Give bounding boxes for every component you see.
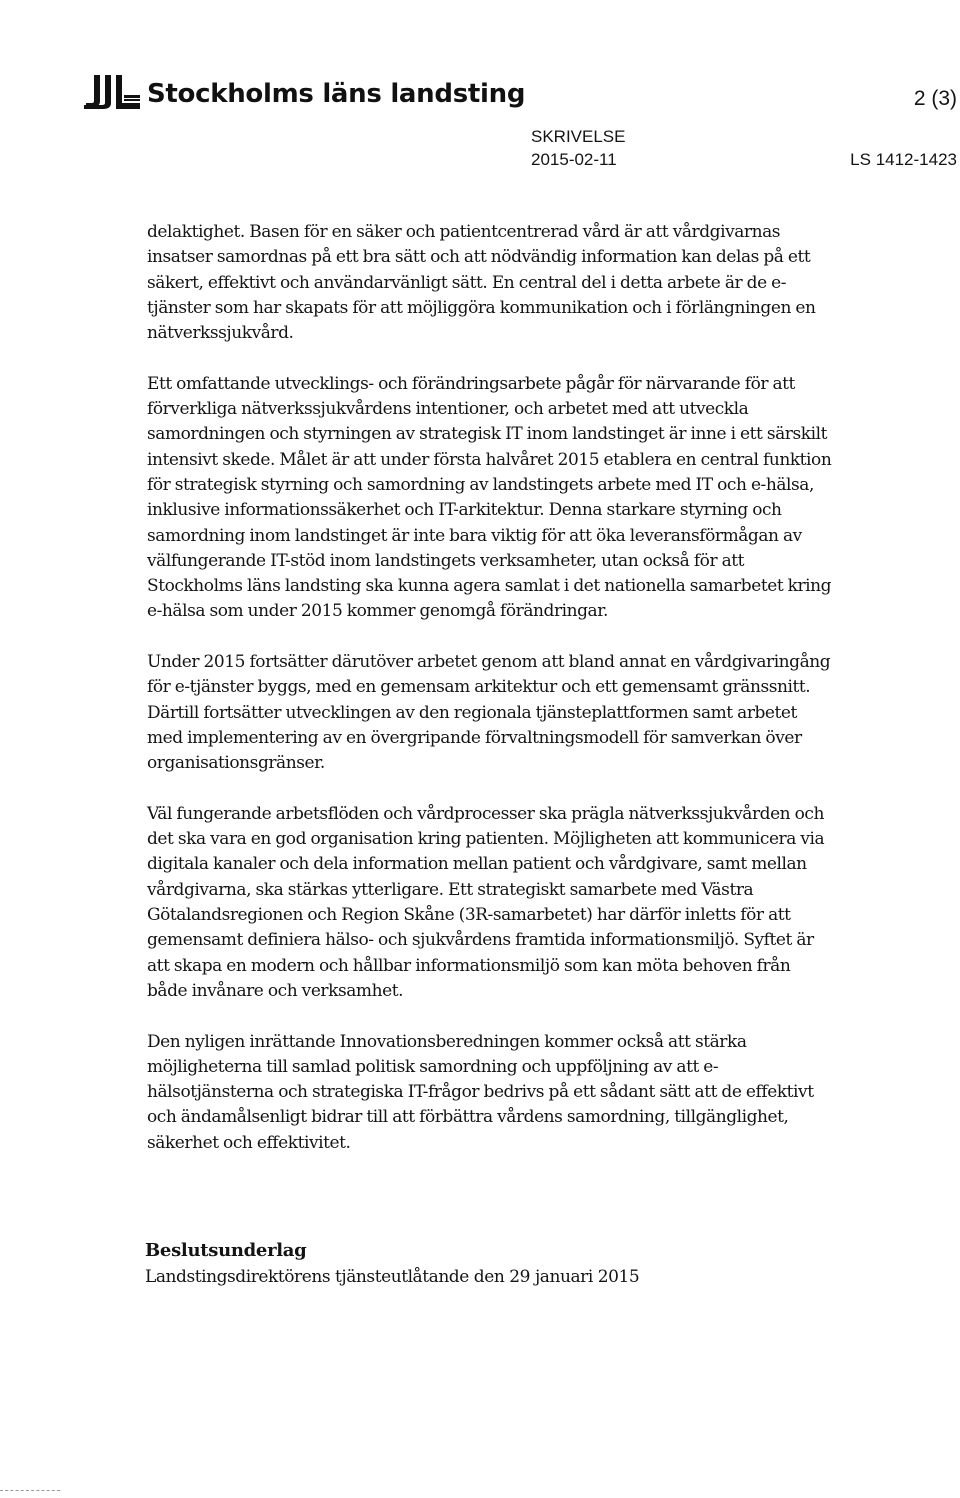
document-date: 2015-02-11 — [531, 150, 617, 169]
decision-basis-text: Landstingsdirektörens tjänsteutlåtande den 29 januari 2015 — [145, 1267, 640, 1287]
document-type: SKRIVELSE — [531, 127, 626, 146]
paragraph: Den nyligen inrättande Innovationsberedningen kommer också att stärka möjligheterna till samlad politisk samordning och uppföljning av att e-hälsotjänsterna och strategiska IT-frågor bedrivs på ett sådant sätt att de effektivt och ändamålsenligt bidrar till att förbättra vårdens samordning, tillgänglighet, säkerhet och effektivitet. — [147, 1031, 814, 1153]
org-logo — [84, 74, 142, 110]
paragraph: Under 2015 fortsätter därutöver arbetet genom att bland annat en vårdgivaringång för e-tjänster byggs, med en gemensam arkitektur och ett gemensamt gränssnitt. Därtill fortsätter utvecklingen av den regionala tjänsteplattformen samt arbetet med implementering av en övergripande förvaltningsmodell för samverkan över organisationsgränser. — [147, 652, 831, 774]
section-heading: Beslutsunderlag — [145, 1240, 307, 1261]
document-reference: LS 1412-1423 — [850, 150, 957, 169]
footer-rule — [0, 1490, 60, 1491]
body-text — [147, 220, 832, 1181]
page-number: 2 (3) — [913, 87, 957, 110]
paragraph: delaktighet. Basen för en säker och patientcentrerad vård är att vårdgivarnas insatser samordnas på ett bra sätt och att nödvändig information kan delas på ett säkert, effektivt och användarvänligt sätt. En central del i detta arbete är de e-tjänster som har skapats för att möjliggöra kommunikation och i förlängningen en nätverkssjukvård. — [147, 222, 816, 344]
paragraph: Väl fungerande arbetsflöden och vårdprocesser ska prägla nätverkssjukvården och det ska vara en god organisation kring patienten. Möjligheten att kommunicera via digitala kanaler och dela information mellan patient och vårdgivare, samt mellan vårdgivarna, ska stärkas ytterligare. Ett strategiskt samarbete med Västra Götalandsregionen och Region Skåne (3R-samarbetet) har därför inletts för att gemensamt definiera hälso- och sjukvårdens framtida informationsmiljö. Syftet är att skapa en modern och hållbar informationsmiljö som kan möta behoven från både invånare och verksamhet. — [147, 803, 825, 1001]
paragraph: Ett omfattande utvecklings- och förändringsarbete pågår för närvarande för att förverkliga nätverkssjukvårdens intentioner, och arbetet med att utveckla samordningen och styrningen av strategisk IT inom landstinget är inne i ett särskilt intensivt skede. Målet är att under första halvåret 2015 etablera en central funktion för strategisk styrning och samordning av landstingets arbete med IT och e-hälsa, inklusive informationssäkerhet och IT-arkitektur. Denna starkare styrning och samordning inom landstinget är inte bara viktig för att öka leveransförmågan av välfungerande IT-stöd inom landstingets verksamheter, utan också för att Stockholms läns landsting ska kunna agera samlat i det nationella samarbetet kring e-hälsa som under 2015 kommer genomgå förändringar. — [147, 373, 832, 622]
org-name: Stockholms läns landsting — [147, 79, 526, 109]
